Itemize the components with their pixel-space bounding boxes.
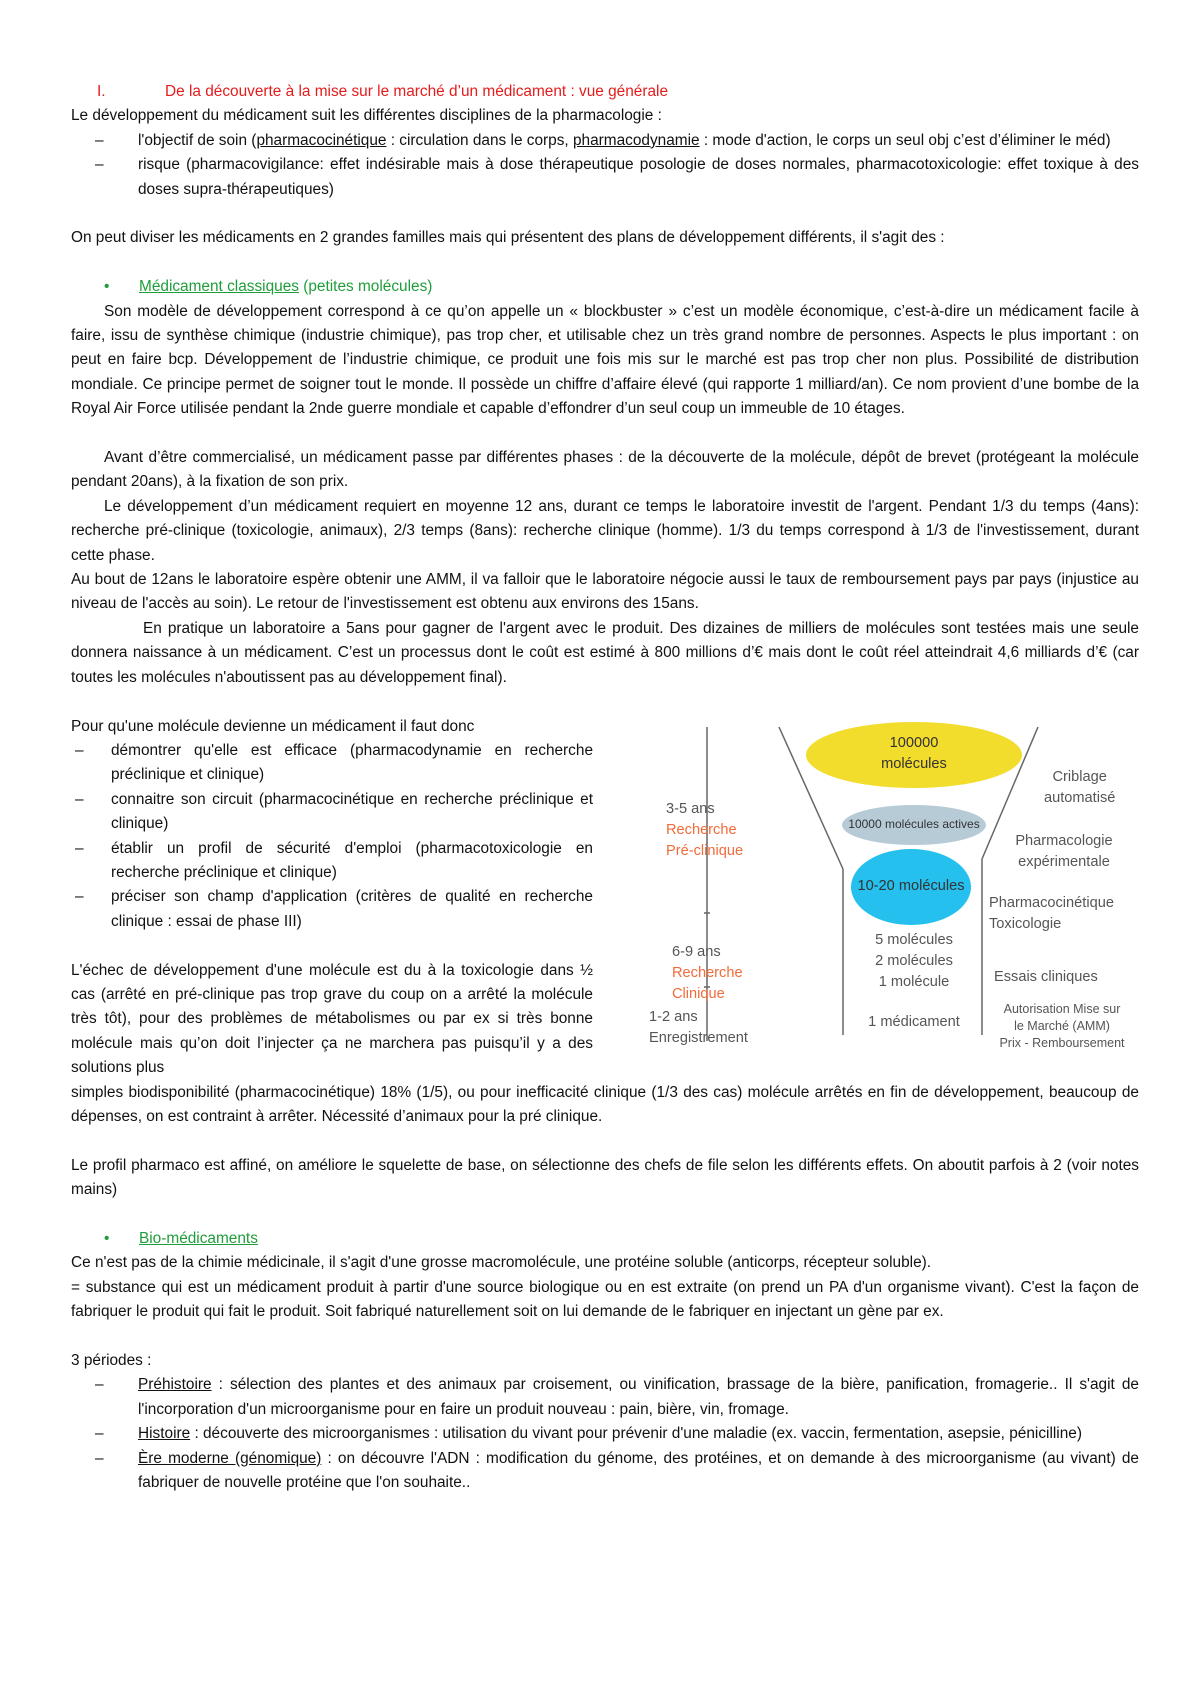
list-item: – connaitre son circuit (pharmacocinétique en recherche préclinique et clinique) (71, 788, 593, 837)
clinical-trials-label: Essais cliniques (994, 968, 1098, 985)
profile-paragraph: Le profil pharmaco est affiné, on améliore le squelette de base, on sélectionne des chefs de file selon les différents effets. On aboutit parfois à 2 (voir notes mains) (71, 1156, 1139, 1199)
blockbuster-paragraph: Son modèle de développement correspond à ce qu’on appelle un « blockbuster » c’est un modèle économique, c’est-à-dire un médicament facile à faire, issu de synthèse chimique (industrie chimique), pas trop cher, et utilisable chez un très grand nombre de personnes. Aspects le plus important : on peut en faire bcp. Développement de l’industrie chimique, ce produit une fois mis sur le marché est pas trop cher non plus. Possibilité de distribution mondiale. Ce principe permet de soigner tout le monde. Il possède un chiffre d’affaire élevé (qui rapporte 1 milliard/an). Ce nom provient d’une bombe de la Royal Air Force utilisée pendant la 2nde guerre mondiale et capable d’effondrer d’un seul coup un immeuble de 10 étages. (71, 302, 1139, 418)
amm-paragraph: Au bout de 12ans le laboratoire espère obtenir une AMM, il va falloir que le laboratoire négocie aussi le taux de remboursement pays par pays (injustice au niveau de l'accès au soin). Le retour de l'investissement est obtenu aux environs des 15ans. (71, 571, 1139, 613)
periods-title: 3 périodes : (71, 1352, 152, 1369)
list-item: – risque (pharmacovigilance: effet indésirable mais à dose thérapeutique posologie de doses normales, pharmacotoxicologie: effet toxique à des doses supra-thérapeutiques) (71, 153, 1139, 202)
clinical-phase-label: 6-9 ans Recherche Clinique (672, 943, 743, 1002)
bullet-icon: • (104, 278, 110, 296)
inner-ellipse-label: 10-20 molécules (857, 877, 965, 894)
pharmacology-label: Pharmacologie expérimentale (1015, 832, 1113, 870)
bio-paragraph: Ce n'est pas de la chimie médicinale, il s'agit d'une grosse macromolécule, une protéine soluble (anticorps, récepteur soluble). (71, 1254, 932, 1272)
amm-label: Autorisation Mise sur le Marché (AMM) Prix - Remboursement (999, 1001, 1125, 1050)
development-funnel-diagram (649, 717, 1139, 1057)
heading-number: I. (97, 83, 106, 100)
preclinical-phase-label: 3-5 ans Recherche Pré-clinique (666, 800, 744, 859)
list-item: – Histoire : découverte des microorganismes : utilisation du vivant pour prévenir d'une maladie (ex. vaccin, fermentation, asepsie, pénicilline) (71, 1422, 1139, 1446)
phases-paragraph: Avant d’être commercialisé, un médicament passe par différentes phases : de la découverte de la molécule, dépôt de brevet (protégeant la molécule pendant 20ans), à la fixation de son prix. (71, 449, 1139, 491)
list-item: – l'objectif de soin (pharmacocinétique : circulation dans le corps, pharmacodynamie : mode d'action, le corps un seul obj c’est d’éliminer le méd) (71, 129, 1139, 153)
funnel-molecule-counts: 5 molécules 2 molécules 1 molécule (875, 931, 953, 990)
development-paragraph: Le développement d’un médicament requiert en moyenne 12 ans, durant ce temps le laboratoire investit de l'argent. Pendant 1/3 du temps (4ans): recherche pré-clinique (toxicologie, animaux), 2/3 temps (8ans): recherche clinique (homme). 1/3 du temps correspond à 1/3 de l'investissement, durant cette phase. (71, 497, 1139, 564)
families-paragraph: On peut diviser les médicaments en 2 grandes familles mais qui présentent des plans de développement différents, il s'agit des : (71, 229, 945, 247)
cost-paragraph: En pratique un laboratoire a 5ans pour gagner de l'argent avec le produit. Des dizaines de milliers de molécules sont testées mais une seule donnera naissance à un médicament. C’est un processus dont le coût est estimé à 800 millions d’€ mais dont le coût réel atteindrait 4,6 milliards d’€ (car toutes les molécules n'aboutissent pas au développement final). (71, 619, 1139, 686)
failure-paragraph-continued: simples biodisponibilité (pharmacocinétique) 18% (1/5), ou pour inefficacité clinique (1/3 des cas) molécule arrêtés en fin de développement, beaucoup de dépenses, on est contraint à arrêter. Nécessité d’animaux pour la pré clinique. (71, 1083, 1139, 1125)
document-page (71, 80, 1139, 1495)
bio-heading (71, 1227, 1139, 1251)
registration-phase-label: 1-2 ans Enregistrement (649, 1008, 748, 1046)
periods-list (71, 1373, 1139, 1495)
conditions-intro: Pour qu'une molécule devienne un médicament il faut donc (71, 717, 475, 735)
intro-line: Le développement du médicament suit les différentes disciplines de la pharmacologie : (71, 107, 662, 125)
screening-label: Criblage automatisé (1044, 768, 1116, 806)
classic-title: Médicament classiques (139, 278, 299, 296)
section-heading (71, 80, 1139, 104)
failure-paragraph: L'échec de développement d'une molécule est du à la toxicologie dans ½ cas (arrêté en pré-clinique pas trop grave du coup on a arrêté la molécule très tôt), pour des problèmes de métabolismes ou par ex si très bonne molécule mais qu’on doit l’injecter ça ne marchera pas puisqu’il y a des solutions plus (71, 961, 593, 1077)
list-item: – établir un profil de sécurité d'emploi (pharmacotoxicologie en recherche préclinique et clinique) (71, 837, 593, 886)
conditions-list (71, 739, 593, 934)
funnel-result: 1 médicament (868, 1013, 960, 1030)
list-item: – démontrer qu'elle est efficace (pharmacodynamie en recherche préclinique et clinique) (71, 739, 593, 788)
list-item: – Ère moderne (génomique) : on découvre l'ADN : modification du génome, des protéines, et on demande à des microorganisme (au vivant) de fabriquer de nouvelle protéine que l'on souhaite.. (71, 1447, 1139, 1496)
pharmacokinetics-label: Pharmacocinétique Toxicologie (989, 894, 1114, 932)
bio-title: Bio-médicaments (139, 1229, 258, 1247)
mid-ellipse-label: 10000 molécules actives (848, 816, 980, 831)
list-item: – préciser son champ d'application (critères de qualité en recherche clinique : essai de phase III) (71, 885, 593, 934)
pharmacology-list (71, 129, 1139, 202)
heading-title: De la découverte à la mise sur le marché d’un médicament : vue générale (165, 83, 669, 100)
bullet-icon: • (104, 1229, 110, 1247)
top-ellipse-label: 100000 molécules (881, 734, 947, 772)
bio-definition: = substance qui est un médicament produit à partir d'une source biologique ou en est extraite (on prend un PA d'un organisme vivant). C'est la façon de fabriquer le produit qui fait le produit. Soit fabriqué naturellement soit on lui demande de le fabriquer en injectant un gène par ex. (71, 1278, 1139, 1321)
classic-heading: • Médicament classiques (petites molécules) (71, 275, 1139, 299)
list-item: – Préhistoire : sélection des plantes et des animaux par croisement, ou vinification, brassage de la bière, panification, fromagerie.. Il s'agit de l'incorporation d'un microorganisme pour en faire un produit nouveau : pain, bière, vin, fromage. (71, 1373, 1139, 1422)
conditions-section (71, 715, 1139, 1081)
